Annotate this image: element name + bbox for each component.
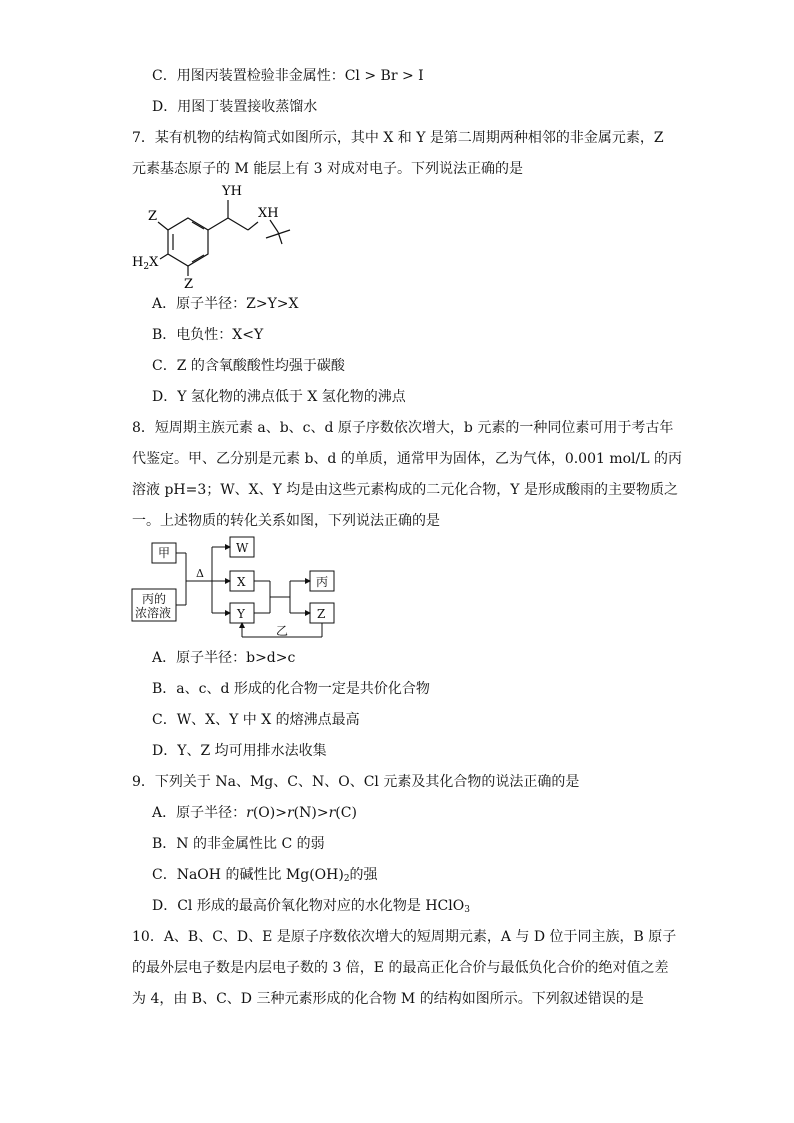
label-w: W: [236, 541, 249, 555]
option-6c: C．用图丙装置检验非金属性：Cl > Br > I: [152, 68, 424, 84]
question-8-line3: 溶液 pH=3；W、X、Y 均是由这些元素构成的二元化合物，Y 是形成酸雨的主要物质之: [132, 482, 678, 498]
option-7d: D．Y 氢化物的沸点低于 X 氢化物的沸点: [152, 389, 406, 405]
z-bottom-label: Z: [184, 277, 194, 290]
option-8b: B．a、c、d 形成的化合物一定是共价化合物: [152, 681, 430, 697]
option-9d: D．Cl 形成的最高价氧化物对应的水化物是 HClO$_3$: [152, 898, 470, 915]
question-10-line3: 为 4，由 B、C、D 三种元素形成的化合物 M 的结构如图所示。下列叙述错误的是: [132, 991, 644, 1007]
option-9a: A．原子半径：r(O)>r(N)>r(C): [152, 805, 357, 821]
question-7-line1: 7．某有机物的结构简式如图所示，其中 X 和 Y 是第二周期两种相邻的非金属元素，Z: [132, 130, 664, 146]
question-9-line1: 9．下列关于 Na、Mg、C、N、O、Cl 元素及其化合物的说法正确的是: [132, 774, 580, 790]
label-bing-conc-1: 丙的: [142, 592, 167, 606]
option-7c: C．Z 的含氧酸酸性均强于碳酸: [152, 358, 345, 374]
label-yi: 乙: [276, 624, 289, 638]
question-10-line1: 10．A、B、C、D、E 是原子序数依次增大的短周期元素，A 与 D 位于同主族，B 原子: [132, 929, 677, 945]
option-6d: D．用图丁装置接收蒸馏水: [152, 99, 318, 115]
option-8c: C．W、X、Y 中 X 的熔沸点最高: [152, 712, 360, 728]
label-bing-conc-2: 浓溶液: [135, 606, 172, 620]
question-8-line2: 代鉴定。甲、乙分别是元素 b、d 的单质，通常甲为固体，乙为气体，0.001 mol/L 的丙: [132, 451, 682, 467]
benzene-ring: [168, 218, 208, 266]
label-y: Y: [237, 607, 245, 621]
question-8-line4: 一。上述物质的转化关系如图，下列说法正确的是: [132, 513, 440, 529]
option-8a: A．原子半径：b>d>c: [152, 650, 296, 666]
option-7b: B．电负性：X<Y: [152, 327, 264, 343]
label-delta: Δ: [196, 567, 204, 580]
option-7a: A．原子半径：Z>Y>X: [152, 296, 299, 312]
option-8d: D．Y、Z 均可用排水法收集: [152, 743, 327, 759]
molecule-structure-figure: [130, 180, 300, 290]
xh-label: XH: [258, 206, 279, 221]
h2x-label: $H_2X$: [132, 255, 159, 272]
label-x: X: [237, 575, 246, 589]
question-8-line1: 8．短周期主族元素 a、b、c、d 原子序数依次增大，b 元素的一种同位素可用于考古年: [132, 420, 674, 436]
label-z: Z: [317, 607, 326, 621]
option-9c: C．NaOH 的碱性比 $Mg(OH)_2$的强: [152, 867, 378, 884]
z-top-label: Z: [148, 209, 158, 224]
option-9b: B．N 的非金属性比 C 的弱: [152, 836, 325, 852]
yh-label: YH: [222, 184, 242, 199]
label-bing: 丙: [316, 575, 329, 589]
question-7-line2: 元素基态原子的 M 能层上有 3 对成对电子。下列说法正确的是: [132, 161, 524, 177]
transformation-flow-diagram: [130, 535, 370, 645]
label-jia: 甲: [158, 546, 171, 560]
question-10-line2: 的最外层电子数是内层电子数的 3 倍，E 的最高正化合价与最低负化合价的绝对值之差: [132, 960, 669, 976]
